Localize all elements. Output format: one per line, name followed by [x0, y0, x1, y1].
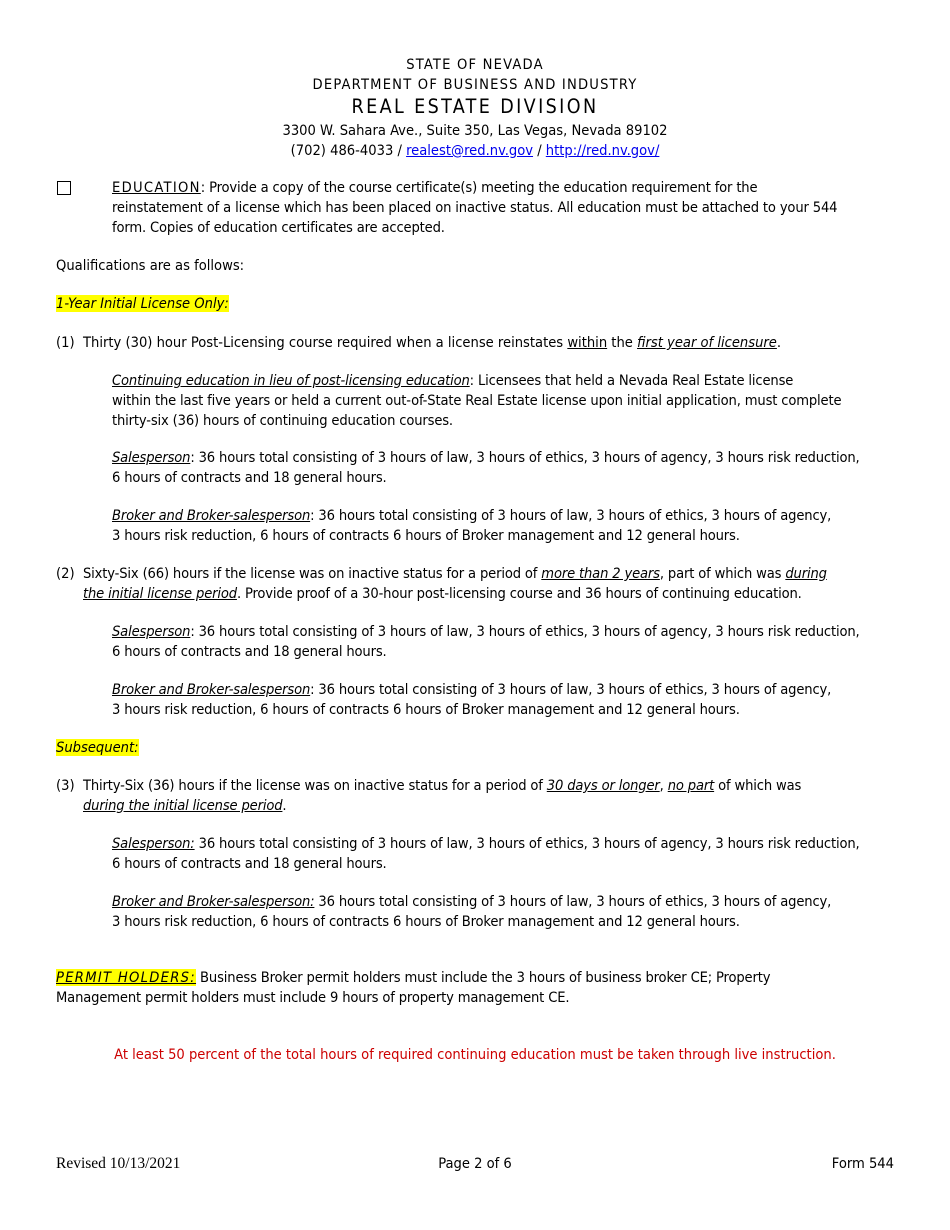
item-2-text: Sixty-Six (66) hours if the license was on inactive status for a period of more than 2 years, part of which was during the initial license period. Provide proof of a 30-hour post-licensing course and 36 hours of continuing education. — [83, 565, 827, 602]
item-number: (1) — [56, 334, 75, 351]
address: 3300 W. Sahara Ave., Suite 350, Las Vegas, Nevada 89102 — [282, 122, 668, 139]
phone: (702) 486-4033 — [290, 142, 394, 159]
section-title-initial — [56, 294, 229, 314]
salesperson-paragraph: Salesperson: 36 hours total consisting of 3 hours of law, 3 hours of ethics, 3 hours of agency, 3 hours risk reduction, 6 hours of contracts and 18 general hours. — [112, 449, 860, 486]
broker-paragraph: Broker and Broker-salesperson: 36 hours total consisting of 3 hours of law, 3 hours of ethics, 3 hours of agency, 3 hours risk reduction, 6 hours of contracts 6 hours of Broker management and 12 general hours. — [112, 893, 832, 930]
state-title: STATE OF NEVADA — [406, 56, 544, 73]
broker-paragraph: Broker and Broker-salesperson: 36 hours total consisting of 3 hours of law, 3 hours of ethics, 3 hours of agency, 3 hours risk reduction, 6 hours of contracts 6 hours of Broker management and 12 general hours. — [112, 681, 832, 718]
ce-lieu-paragraph: Continuing education in lieu of post-licensing education: Licensees that held a Nevada Real Estate license within the last five years or held a current out-of-State Real Estate license upon initial application, must complete thirty-six (36) hours of continuing education courses. — [112, 372, 842, 429]
division-title: REAL ESTATE DIVISION — [351, 95, 599, 118]
item-number: (2) — [56, 565, 75, 582]
education-heading: EDUCATION — [112, 179, 201, 196]
item-1-text: Thirty (30) hour Post-Licensing course required when a license reinstates within the first year of licensure. — [83, 334, 782, 351]
broker-paragraph: Broker and Broker-salesperson: 36 hours total consisting of 3 hours of law, 3 hours of ethics, 3 hours of agency, 3 hours risk reduction, 6 hours of contracts 6 hours of Broker management and 12 general hours. — [112, 507, 832, 544]
qualifications-intro: Qualifications are as follows: — [56, 257, 245, 274]
permit-holders-label: PERMIT HOLDERS: — [56, 969, 197, 986]
highlighted-title: 1-Year Initial License Only: — [56, 295, 229, 312]
permit-holders-paragraph: PERMIT HOLDERS: Business Broker permit holders must include the 3 hours of business broker CE; Property Management permit holders must include 9 hours of property management CE. — [56, 969, 771, 1006]
page-number: Page 2 of 6 — [438, 1155, 512, 1172]
separator: / — [393, 142, 407, 159]
item-number: (3) — [56, 777, 75, 794]
education-checkbox[interactable] — [57, 181, 71, 195]
education-text: form. Copies of education certificates are accepted. — [112, 219, 445, 236]
contact-line — [0, 141, 950, 161]
revised-date: Revised 10/13/2021 — [56, 1155, 181, 1172]
education-text: : Provide a copy of the course certificate(s) meeting the education requirement for the — [200, 179, 758, 196]
item-3-text: Thirty-Six (36) hours if the license was on inactive status for a period of 30 days or longer, no part of which was during the initial license period. — [83, 777, 802, 814]
form-number: Form 544 — [831, 1155, 894, 1172]
salesperson-paragraph: Salesperson: 36 hours total consisting of 3 hours of law, 3 hours of ethics, 3 hours of agency, 3 hours risk reduction, 6 hours of contracts and 18 general hours. — [112, 623, 860, 660]
section-title-subsequent — [56, 738, 139, 758]
education-paragraph — [112, 178, 902, 238]
salesperson-paragraph: Salesperson: 36 hours total consisting of 3 hours of law, 3 hours of ethics, 3 hours of agency, 3 hours risk reduction, 6 hours of contracts and 18 general hours. — [112, 835, 860, 872]
education-text: reinstatement of a license which has been placed on inactive status. All education must be attached to your 544 — [112, 199, 838, 216]
department-title: DEPARTMENT OF BUSINESS AND INDUSTRY — [312, 76, 638, 93]
live-instruction-notice: At least 50 percent of the total hours of required continuing education must be taken through live instruction. — [114, 1046, 836, 1063]
website-link[interactable]: http://red.nv.gov/ — [545, 142, 660, 159]
highlighted-title: Subsequent: — [56, 739, 139, 756]
separator: / — [533, 142, 546, 159]
email-link[interactable]: realest@red.nv.gov — [406, 142, 534, 159]
